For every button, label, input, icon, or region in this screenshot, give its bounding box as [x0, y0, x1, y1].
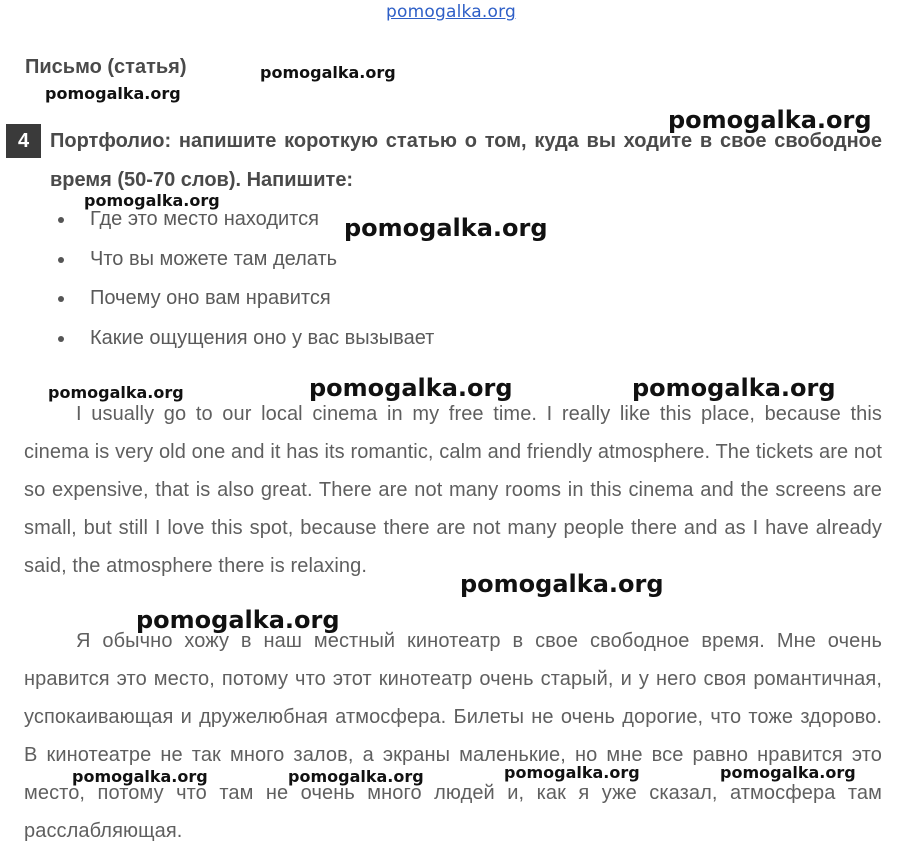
watermark-text: pomogalka.org: [288, 767, 424, 786]
watermark-text: pomogalka.org: [504, 763, 640, 782]
bullet-text: Где это место находится: [90, 208, 319, 230]
watermark-text: pomogalka.org: [72, 767, 208, 786]
watermark-text: pomogalka.org: [344, 214, 548, 242]
answer-paragraph-russian: Я обычно хожу в наш местный кинотеатр в свое свободное время. Мне очень нравится это место, потому что этот кинотеатр очень старый, и у него своя романтичная, успокаивающая и дружелюбная атмосфера. Билеты не очень дорогие, что тоже здорово. В кинотеатре не так много залов, а экраны маленькие, но мне все равно нравится это место, потому что там не очень много людей и, как я уже сказал, атмосфера там расслабляющая.: [24, 630, 882, 842]
bullet-icon: [58, 296, 64, 302]
watermark-text: pomogalka.org: [309, 374, 513, 402]
watermark-text: pomogalka.org: [460, 570, 664, 598]
bullet-icon: [58, 257, 64, 263]
list-item: [56, 279, 656, 319]
answer-paragraph-english: I usually go to our local cinema in my free time. I really like this place, because this cinema is very old one and it has its romantic, calm and friendly atmosphere. The tickets are not so expensive, that is also great. There are not many rooms in this cinema and the screens are small, but still I love this spot, because there are not many people there and as I have already said, the atmosphere there is relaxing.: [24, 403, 882, 577]
task-instructions: Портфолио: напишите короткую статью о том, куда вы ходите в свое свободное время (50-70 слов). Напишите:: [50, 130, 882, 191]
watermark-text: pomogalka.org: [84, 191, 220, 210]
watermark-text: pomogalka.org: [632, 374, 836, 402]
bullet-text: Какие ощущения оно у вас вызывает: [90, 326, 435, 349]
watermark-text: pomogalka.org: [668, 106, 872, 134]
watermark-text: pomogalka.org: [45, 84, 181, 103]
section-title: Письмо (статья): [25, 56, 187, 78]
bullet-icon: [58, 336, 64, 342]
task-number-badge: 4: [6, 124, 41, 158]
bullet-text: Почему оно вам нравится: [90, 287, 331, 309]
watermark-text: pomogalka.org: [720, 763, 856, 782]
watermark-text: pomogalka.org: [260, 63, 396, 82]
watermark-text: pomogalka.org: [48, 383, 184, 402]
watermark-top-link[interactable]: pomogalka.org: [386, 2, 516, 22]
watermark-text: pomogalka.org: [136, 606, 340, 634]
list-item: [56, 240, 656, 280]
bullet-text: Что вы можете там делать: [90, 247, 338, 270]
bullet-icon: [58, 217, 64, 223]
list-item: [56, 319, 656, 359]
